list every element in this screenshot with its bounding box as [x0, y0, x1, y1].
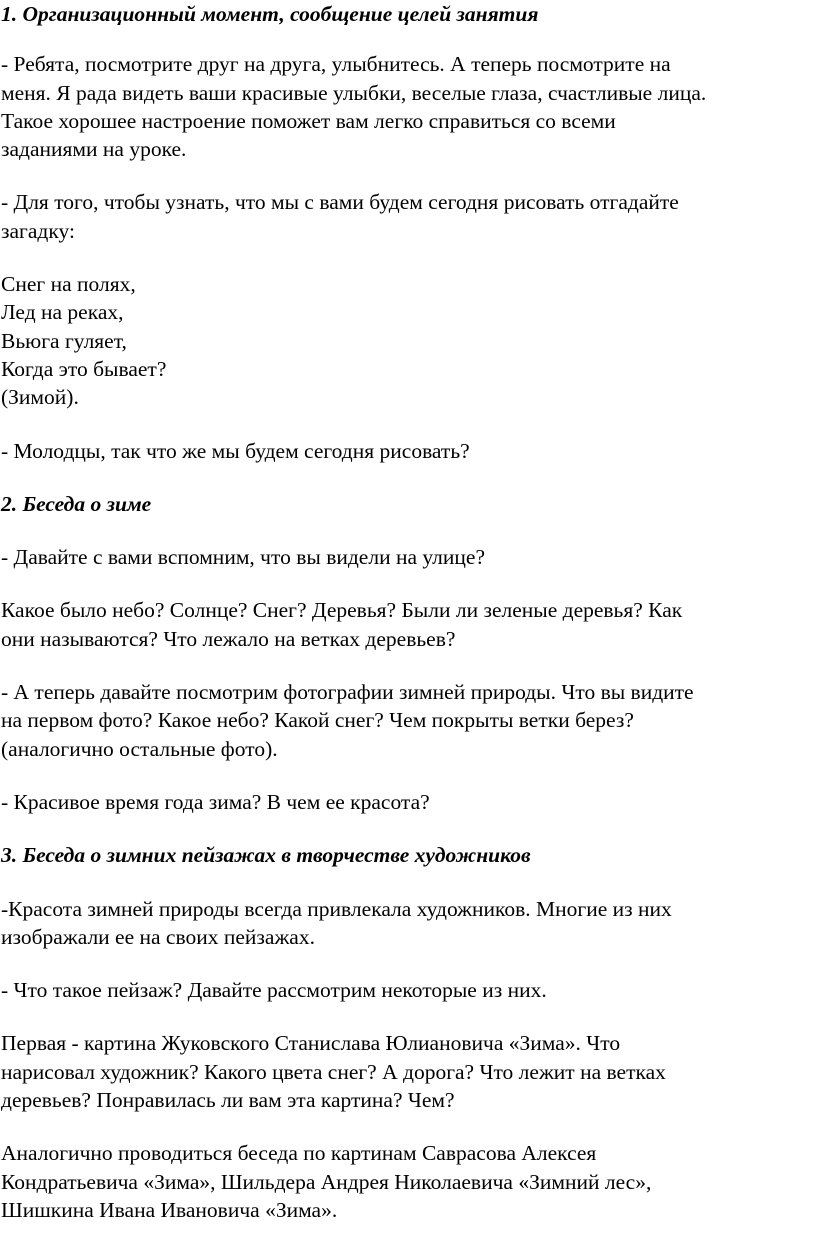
section-heading-2: 2. Беседа о зиме: [1, 491, 152, 516]
paragraph: [1, 788, 816, 816]
paragraph-line: деревьев? Понравилась ли вам эта картина? Чем?: [1, 1088, 455, 1113]
paragraph-line: - А теперь давайте посмотрим фотографии зимней природы. Что вы видите: [1, 680, 694, 705]
spacer: [1, 245, 816, 270]
paragraph-line: загадку:: [1, 218, 75, 243]
paragraph-line: - Давайте с вами вспомним, что вы видели на улице?: [1, 545, 486, 570]
paragraph: [1, 596, 816, 653]
paragraph: [1, 543, 816, 571]
paragraph-line: заданиями на уроке.: [1, 137, 187, 162]
spacer: [1, 412, 816, 437]
spacer: [1, 28, 816, 50]
paragraph: [1, 50, 816, 163]
paragraph-line: - Ребята, посмотрите друг на друга, улыбнитесь. А теперь посмотрите на: [1, 52, 671, 77]
paragraph-line: - Для того, чтобы узнать, что мы с вами будем сегодня рисовать отгадайте: [1, 190, 679, 215]
paragraph-line: изображали ее на своих пейзажах.: [1, 924, 315, 949]
paragraph-line: нарисовал художник? Какого цвета снег? А дорога? Что лежит на ветках: [1, 1059, 666, 1084]
paragraph: [1, 895, 816, 952]
paragraph-line: Такое хорошее настроение поможет вам легко справиться со всеми: [1, 108, 616, 133]
paragraph-line: - Молодцы, так что же мы будем сегодня рисовать?: [1, 438, 470, 463]
spacer: [1, 816, 816, 841]
verse-answer: (Зимой).: [1, 385, 79, 410]
spacer: [1, 571, 816, 596]
paragraph: [1, 437, 816, 465]
paragraph: [1, 1029, 816, 1114]
verse-line: Вьюга гуляет,: [1, 328, 127, 353]
spacer: [1, 653, 816, 678]
paragraph-line: -Красота зимней природы всегда привлекала художников. Многие из них: [1, 896, 672, 921]
spacer: [1, 870, 816, 895]
section-heading-3: 3. Беседа о зимних пейзажах в творчестве художников: [1, 843, 531, 868]
paragraph-line: меня. Я рада видеть ваши красивые улыбки, веселые глаза, счастливые лица.: [1, 80, 707, 105]
paragraph: [1, 188, 816, 245]
spacer: [1, 763, 816, 788]
spacer: [1, 1114, 816, 1139]
paragraph: [1, 976, 816, 1004]
section-heading-1: 1. Организационный момент, сообщение целей занятия: [1, 2, 539, 26]
paragraph-line: Какое было небо? Солнце? Снег? Деревья? Были ли зеленые деревья? Как: [1, 598, 683, 623]
spacer: [1, 465, 816, 490]
paragraph-line: Аналогично проводиться беседа по картинам Саврасова Алексея: [1, 1141, 597, 1166]
paragraph-line: на первом фото? Какое небо? Какой снег? Чем покрыты ветки берез?: [1, 708, 634, 733]
spacer: [1, 951, 816, 976]
paragraph-line: (аналогично остальные фото).: [1, 736, 278, 761]
verse-line: Снег на полях,: [1, 272, 136, 297]
paragraph: [1, 1139, 816, 1224]
spacer: [1, 1004, 816, 1029]
paragraph-line: Шишкина Ивана Ивановича «Зима».: [1, 1197, 338, 1222]
paragraph-line: - Что такое пейзаж? Давайте рассмотрим некоторые из них.: [1, 978, 547, 1003]
paragraph-line: они называются? Что лежало на ветках деревьев?: [1, 626, 456, 651]
spacer: [1, 163, 816, 188]
verse-line: Лед на реках,: [1, 300, 124, 325]
paragraph-line: Кондратьевича «Зима», Шильдера Андрея Николаевича «Зимний лес»,: [1, 1169, 652, 1194]
spacer: [1, 518, 816, 543]
paragraph-line: - Красивое время года зима? В чем ее красота?: [1, 789, 430, 814]
riddle-verse: [1, 270, 816, 411]
paragraph-line: Первая - картина Жуковского Станислава Юлиановича «Зима». Что: [1, 1031, 621, 1056]
paragraph: [1, 678, 816, 763]
verse-line: Когда это бывает?: [1, 356, 167, 381]
